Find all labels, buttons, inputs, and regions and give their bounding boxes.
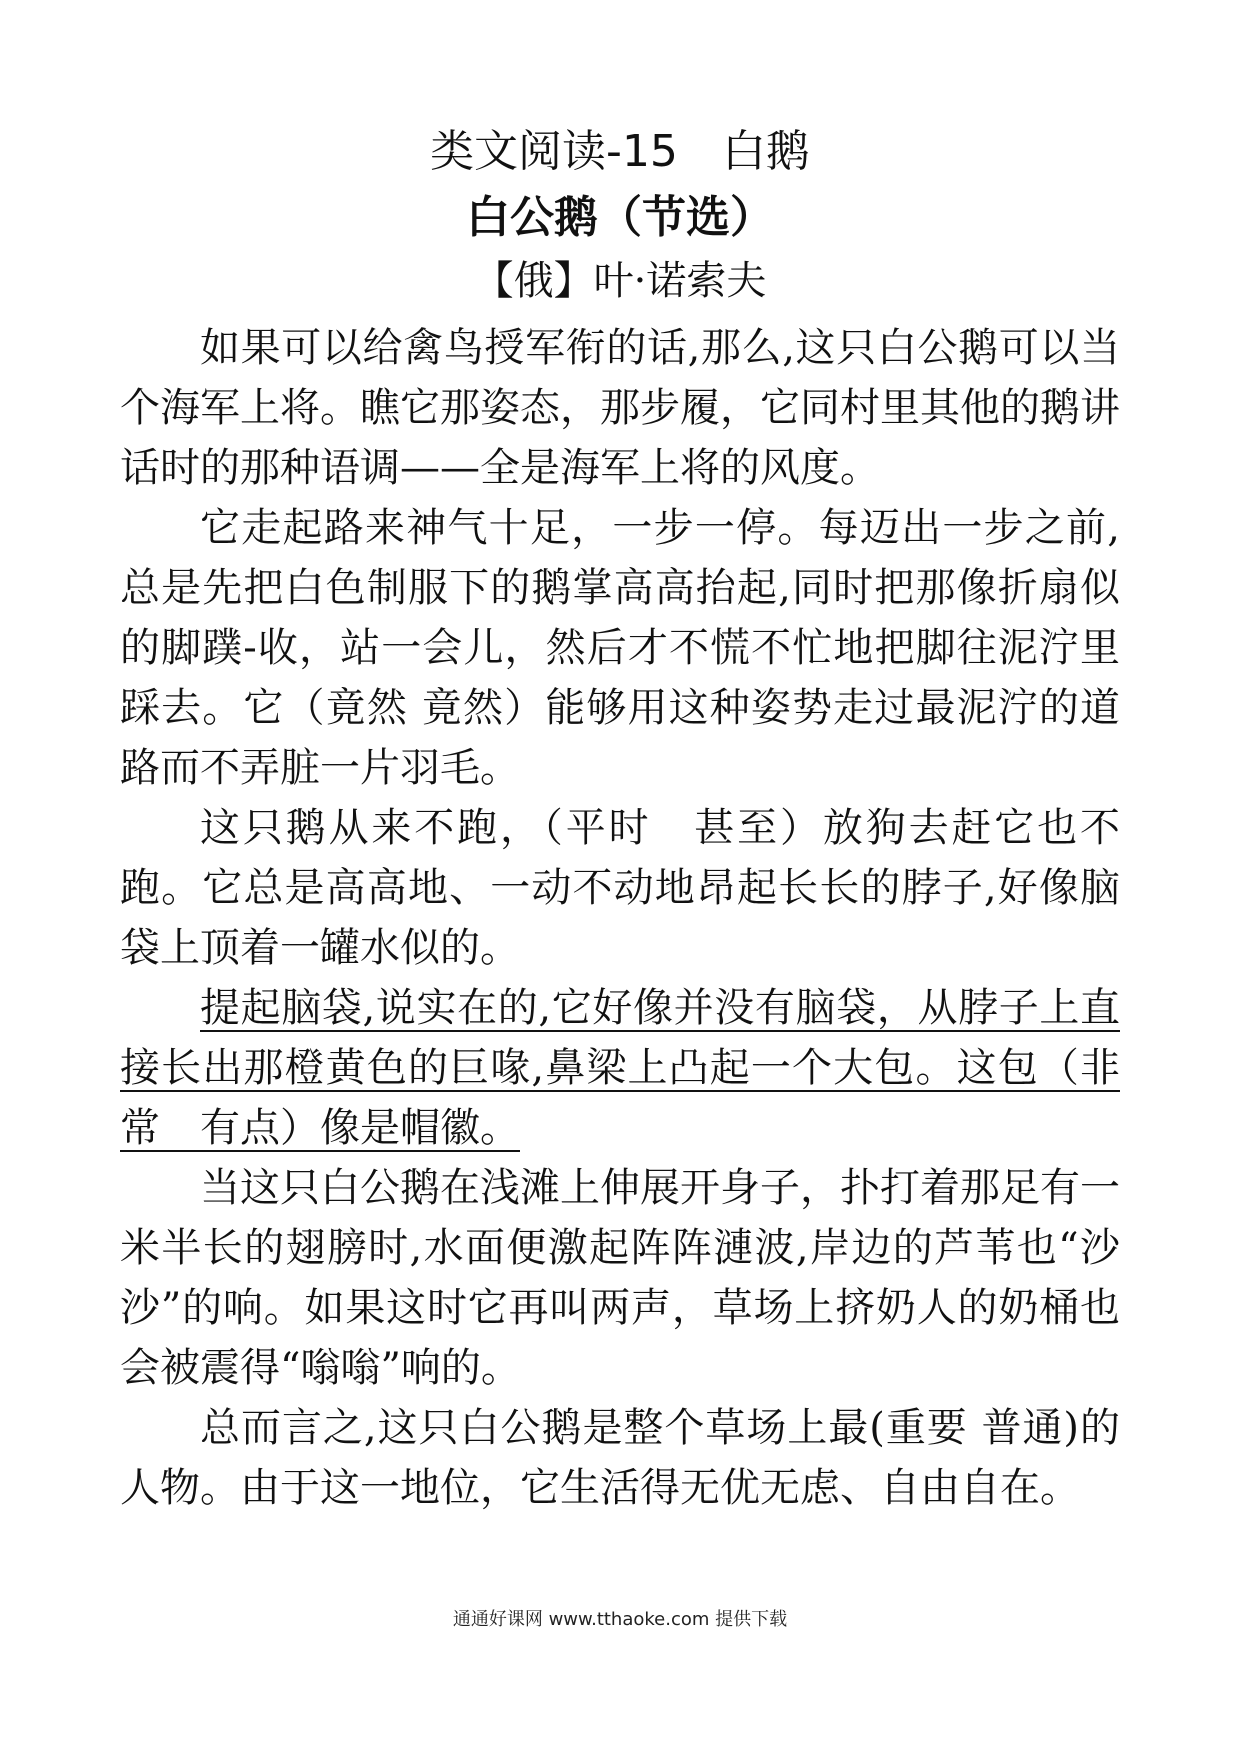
paragraph-3: 这只鹅从来不跑，（平时 甚至）放狗去赶它也不跑。它总是高高地、一动不动地昂起长长的脖子,好像脑袋上顶着一罐水似的。 (120, 805, 1120, 971)
title-series: 类文阅读-15 (430, 126, 678, 177)
document-title (0, 122, 1240, 182)
paragraph-5: 当这只白公鹅在浅滩上伸展开身子，扑打着那足有一米半长的翅膀时,水面便激起阵阵漣波,岸边的芦苇也“沙沙”的响。如果这时它再叫两声，草场上挤奶人的奶桶也会被震得“嗡嗡”响的。 (120, 1165, 1120, 1391)
passage-title: 白公鹅（节选） (466, 192, 774, 243)
paragraph-6: 总而言之,这只白公鹅是整个草场上最(重要 普通)的人物。由于这一地位，它生活得无优无虑、自由自在。 (120, 1405, 1120, 1511)
paragraph-2: 它走起路来神气十足，一步一停。每迈出一步之前,总是先把白色制服下的鹅掌高高抬起,同时把那像折扇似的脚蹼-收，站一会儿，然后才不慌不忙地把脚往泥泞里踩去。它（竟然 竟然）能够用这种姿势走过最泥泞的道路而不弄脏一片羽毛。 (120, 505, 1120, 791)
passage-body (120, 318, 1120, 1518)
underlined-passage: 提起脑袋,说实在的,它好像并没有脑袋，从脖子上直接长出那橙黄色的巨喙,鼻梁上凸起一个大包。这包（非常 有点）像是帽徽。 (120, 985, 1120, 1151)
paragraph-1: 如果可以给禽鸟授军衔的话,那么,这只白公鹅可以当个海军上将。瞧它那姿态，那步履，它同村里其他的鹅讲话时的那种语调——全是海军上将的风度。 (120, 325, 1120, 491)
passage-author: 【俄】叶·诺索夫 (473, 258, 767, 304)
footer-credit: 通通好课网 www.tthaoke.com 提供下载 (452, 1609, 788, 1630)
title-topic: 白鹅 (721, 126, 810, 177)
paragraph-4-underlined (120, 978, 1120, 1158)
